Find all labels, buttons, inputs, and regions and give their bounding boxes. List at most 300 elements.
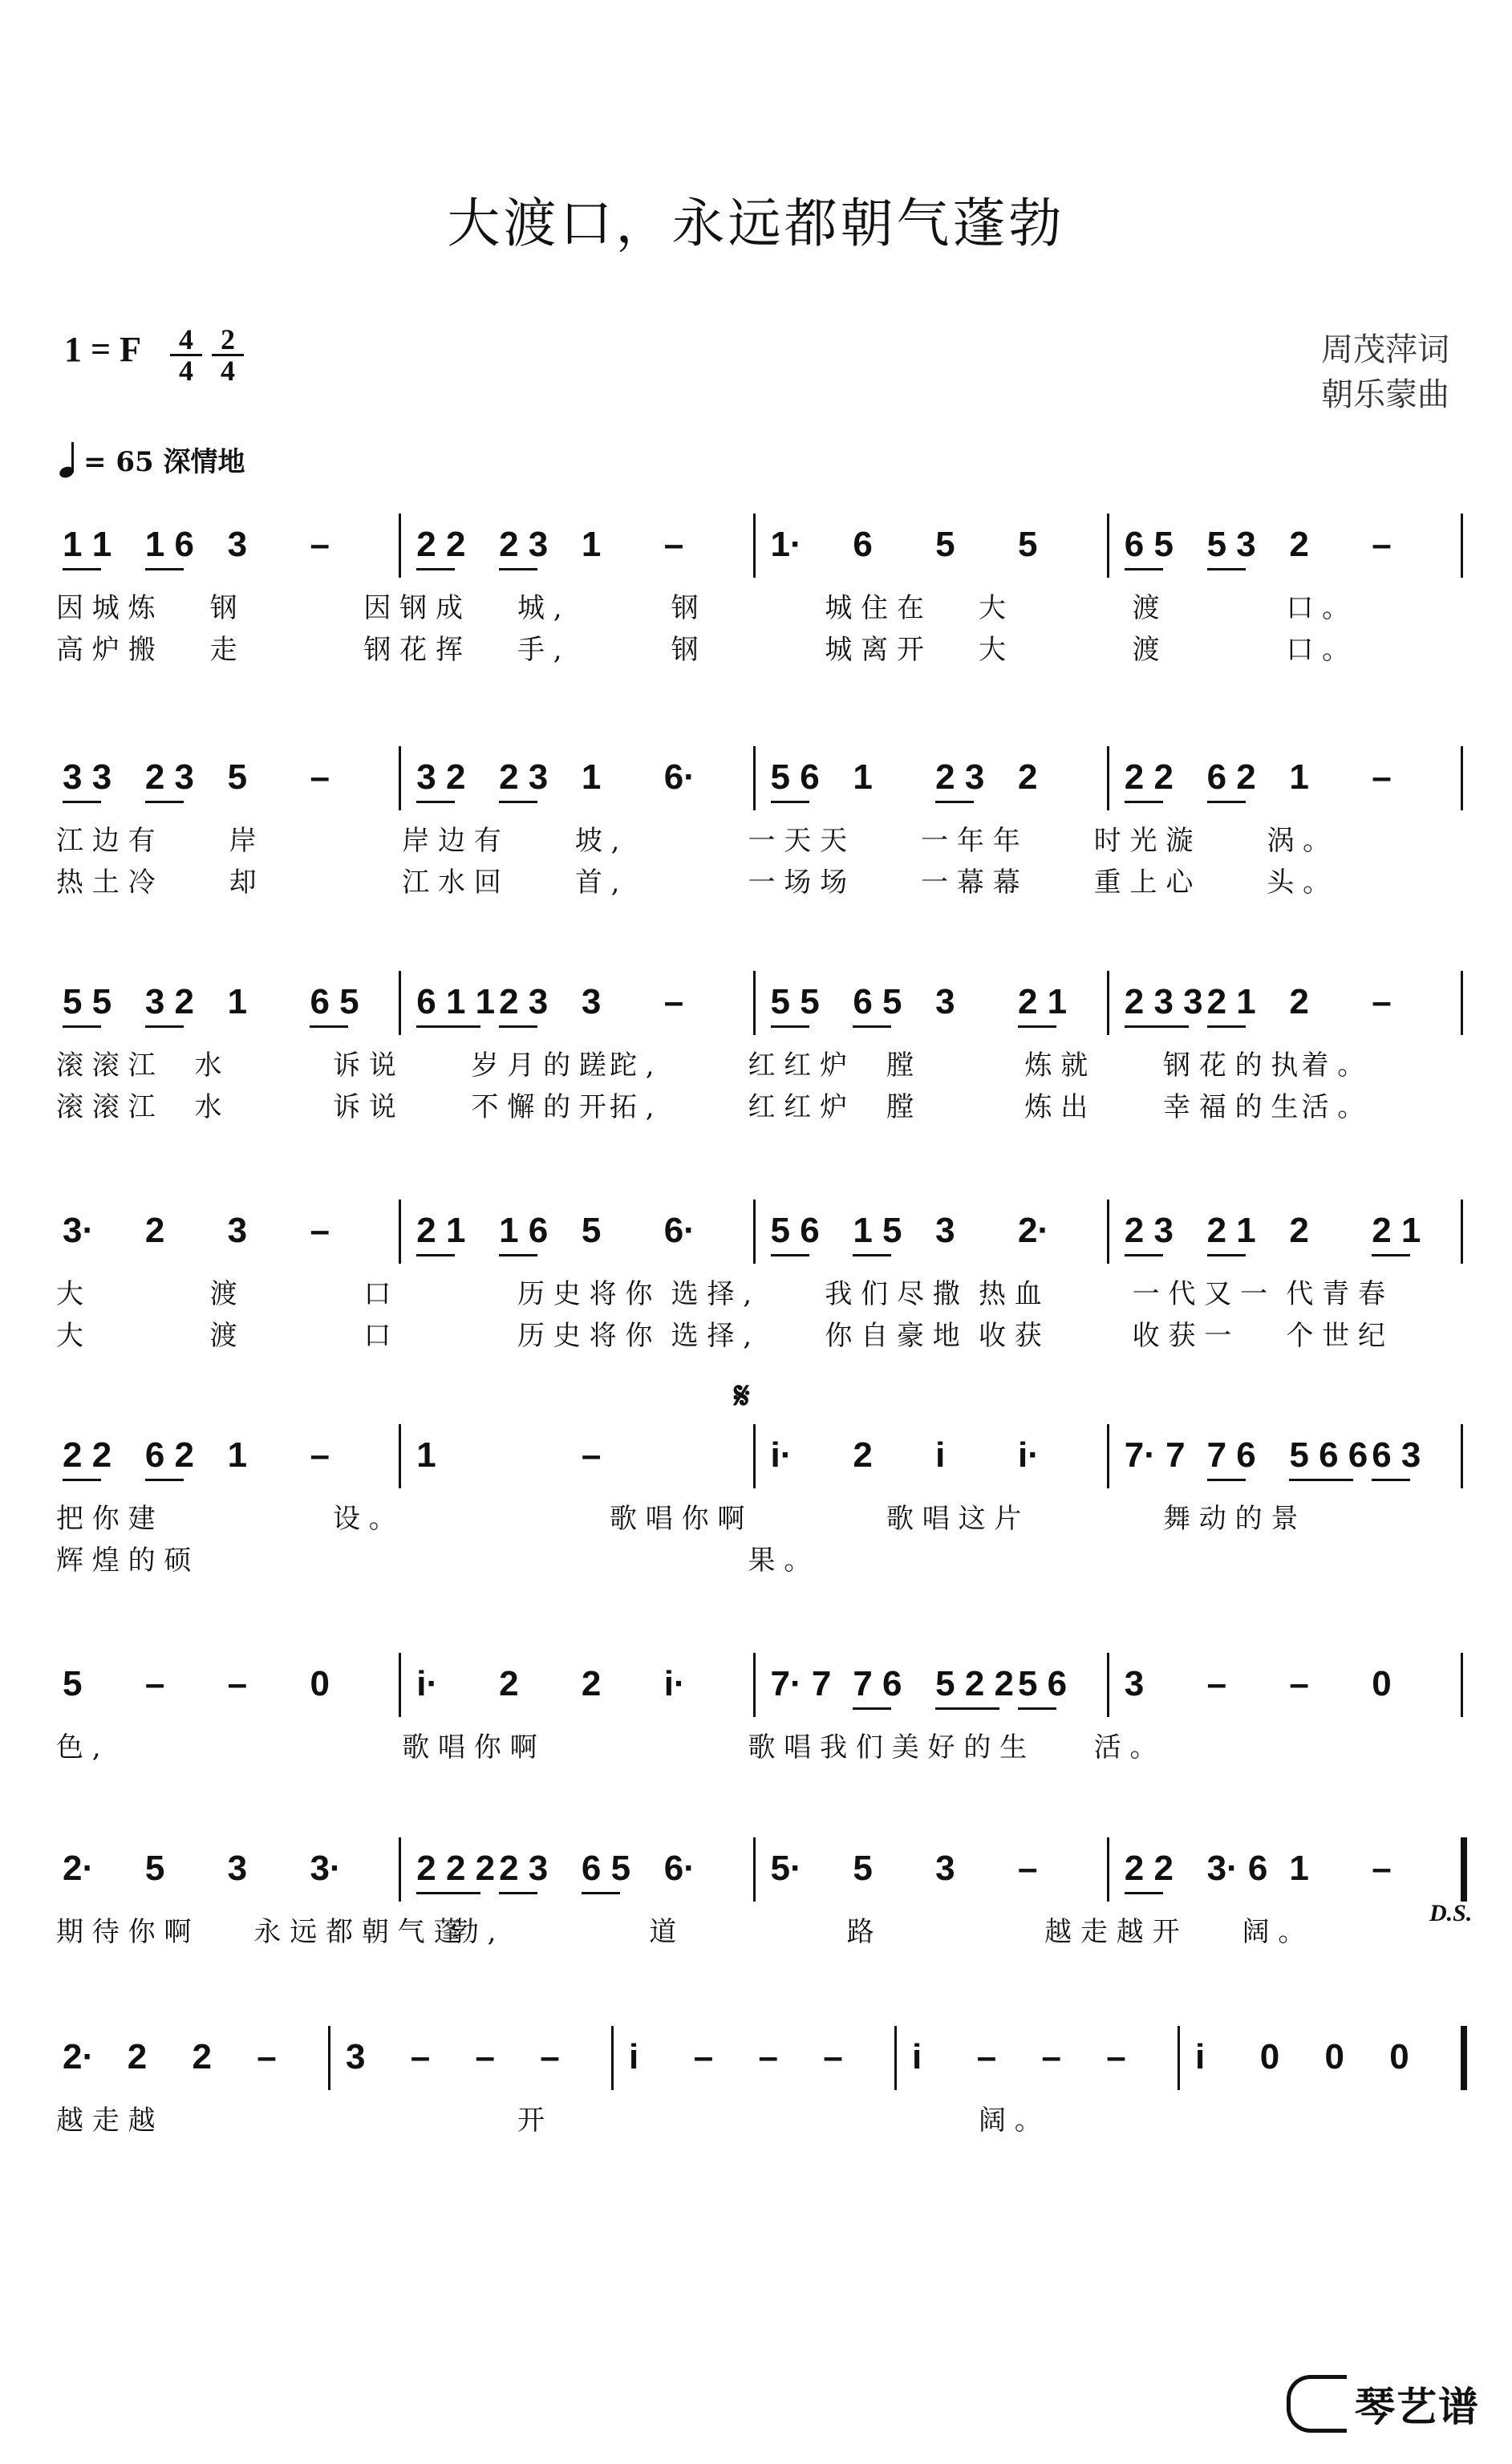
note: 2 <box>853 1435 873 1475</box>
beam-underline <box>63 1479 101 1481</box>
score-system <box>48 1200 1464 1355</box>
note: 1 1 <box>63 525 112 564</box>
logo-mark-icon <box>1287 2375 1347 2433</box>
beam-underline <box>499 1892 537 1894</box>
barline <box>753 514 756 578</box>
note: 2· <box>63 1849 95 1888</box>
site-logo <box>1287 2375 1480 2433</box>
lyric-word: 重 上 心 <box>1093 867 1194 899</box>
note: 2 2 <box>63 1435 112 1475</box>
barline <box>399 1837 401 1902</box>
lyric-word: 炼 就 <box>1024 1049 1088 1082</box>
lyric-word: 阔 。 <box>979 2105 1042 2137</box>
lyric-word: 岸 边 有 <box>402 825 501 857</box>
note: – <box>823 2037 843 2076</box>
note: 6 5 <box>853 982 902 1021</box>
note: 5· <box>770 1849 802 1888</box>
lyric-word: 我 们 尽 撒 <box>825 1278 960 1310</box>
note: 2 3 <box>1124 1211 1174 1250</box>
note: 0 <box>1259 2037 1280 2076</box>
note: 7 6 <box>1206 1435 1256 1475</box>
lyric-word: 活 。 <box>1093 1731 1157 1764</box>
beam-underline <box>853 1025 891 1028</box>
note: 3· <box>63 1211 95 1250</box>
lyric-word: 期 待 你 啊 <box>56 1916 192 1948</box>
lyric-word: 渡 <box>209 1320 237 1352</box>
note: 6 3 <box>1372 1435 1421 1475</box>
note: 1 <box>227 982 248 1021</box>
note: 1 <box>1289 757 1309 797</box>
note: 0 <box>1324 2037 1344 2076</box>
score-system <box>48 746 1464 902</box>
note: 2 1 <box>1206 1211 1256 1250</box>
lyric-word: 选 择 , <box>671 1278 752 1310</box>
lyric-word: 高 炉 搬 <box>56 634 156 666</box>
time-top: 2 <box>221 323 235 355</box>
lyric-word: 歌 唱 我 们 美 好 的 生 <box>748 1731 1028 1764</box>
lyric-word: 着 。 <box>1301 1049 1365 1082</box>
lyric-word: 历 史 将 你 <box>517 1278 653 1310</box>
beam-underline <box>1207 1025 1246 1028</box>
lyric-word: 路 <box>846 1916 874 1948</box>
beam-underline <box>1018 1707 1056 1710</box>
note: 2· <box>63 2037 95 2076</box>
lyric-word: 口 。 <box>1286 634 1350 666</box>
ds-marking: D.S. <box>1429 1900 1473 1926</box>
lyric-word: 把 你 建 <box>56 1503 156 1535</box>
barline <box>1107 1424 1109 1488</box>
lyric-word: 坡 , <box>574 825 620 857</box>
note: 3 3 <box>63 757 112 797</box>
note: 6· <box>663 1211 695 1250</box>
note: 3 <box>1124 1664 1145 1703</box>
barline <box>328 2026 330 2090</box>
lyric-word: 城 离 开 <box>825 634 924 666</box>
note: 5 6 <box>770 1211 820 1250</box>
note: – <box>1372 525 1392 564</box>
lyric-word: 水 <box>194 1091 222 1123</box>
tempo-text: = 65 深情地 <box>83 446 245 478</box>
score-system <box>48 1837 1464 1951</box>
note: i <box>912 2037 922 2076</box>
barline <box>1178 2026 1180 2090</box>
barline <box>399 1424 401 1488</box>
note: 7· 7 <box>1124 1435 1186 1475</box>
note: 5 6 6 <box>1289 1435 1368 1475</box>
note: 1 6 <box>499 1211 549 1250</box>
lyric-word: 滚 滚 江 <box>56 1049 156 1082</box>
lyric-word: 江 边 有 <box>56 825 156 857</box>
lyric-word: 口 。 <box>1286 592 1350 624</box>
barline <box>1461 2026 1467 2090</box>
lyric-word: 江 水 回 <box>402 867 501 899</box>
lyric-word: 滚 滚 江 <box>56 1091 156 1123</box>
lyric-word: 果 。 <box>748 1545 812 1577</box>
lyric-word: 幸 福 的 生 <box>1163 1091 1299 1123</box>
note: 3 <box>935 982 955 1021</box>
note: 1 5 <box>853 1211 902 1250</box>
score-system <box>48 971 1464 1126</box>
lyric-word: 时 光 漩 <box>1093 825 1194 857</box>
note: 6 5 <box>581 1849 631 1888</box>
note: 5 <box>935 525 955 564</box>
beam-underline <box>310 1025 348 1028</box>
lyric-word: 因 钢 成 <box>363 592 463 624</box>
note: 5 <box>853 1849 873 1888</box>
note: 3 <box>581 982 602 1021</box>
beam-underline <box>499 1254 537 1256</box>
lyric-line-1 <box>48 818 1464 860</box>
note: 2 3 <box>499 757 549 797</box>
composer: 朝乐蒙曲 <box>1321 376 1449 413</box>
lyric-word: 不 懈 的 开 <box>471 1091 606 1123</box>
note: – <box>1372 1849 1392 1888</box>
note: 1 <box>581 757 602 797</box>
barline <box>399 1200 401 1264</box>
note: 5 3 <box>1206 525 1256 564</box>
beam-underline <box>771 801 809 803</box>
barline <box>1461 1653 1463 1717</box>
beam-underline <box>771 1254 809 1256</box>
lyric-word: 红 红 炉 <box>748 1049 848 1082</box>
note: 1 <box>581 525 602 564</box>
note: 1 <box>416 1435 436 1475</box>
note: 3 <box>935 1211 955 1250</box>
note: 1 6 <box>144 525 194 564</box>
lyric-word: 热 土 冷 <box>56 867 156 899</box>
lyric-word: 开 <box>517 2105 545 2137</box>
note: – <box>310 1435 330 1475</box>
lyric-word: 拓 , <box>610 1091 655 1123</box>
page-title: 大渡口，永远都朝气蓬勃 <box>447 193 1065 254</box>
note: 2 <box>499 1664 519 1703</box>
barline <box>753 1837 756 1902</box>
score-system <box>48 514 1464 669</box>
lyric-word: 一 幕 幕 <box>921 867 1020 899</box>
lyric-line-1 <box>48 1043 1464 1085</box>
note: 3 2 <box>144 982 194 1021</box>
beam-underline <box>1207 1254 1246 1256</box>
note: – <box>310 525 330 564</box>
lyric-word: 诉 说 <box>333 1091 396 1123</box>
lyric-word: 个 世 纪 <box>1286 1320 1385 1352</box>
note: 5 2 2 <box>935 1664 1014 1703</box>
barline <box>1107 1653 1109 1717</box>
lyric-word: 城 , <box>517 592 562 624</box>
lyric-line-1 <box>48 1725 1464 1767</box>
note: – <box>1289 1664 1309 1703</box>
credits <box>1321 327 1449 417</box>
lyric-word: 渡 <box>1132 592 1160 624</box>
barline <box>1461 971 1463 1035</box>
lyric-line-1 <box>48 1272 1464 1313</box>
note: – <box>976 2037 997 2076</box>
note: 6 2 <box>144 1435 194 1475</box>
lyric-word: 阔 。 <box>1242 1916 1306 1948</box>
beam-underline <box>499 801 537 803</box>
note: 5 <box>581 1211 602 1250</box>
barline <box>753 971 756 1035</box>
beam-underline <box>1125 1254 1163 1256</box>
note: – <box>144 1664 165 1703</box>
note: 2 3 <box>144 757 194 797</box>
lyric-word: 钢 <box>209 592 237 624</box>
lyric-word: 大 <box>56 1278 83 1310</box>
note: 2 <box>581 1664 602 1703</box>
note: 6 1 1 <box>416 982 496 1021</box>
lyric-word: 手 , <box>517 634 562 666</box>
beam-underline <box>145 568 184 570</box>
note: 6· <box>663 757 695 797</box>
lyric-word: 涡 。 <box>1267 825 1331 857</box>
barline <box>1107 1200 1109 1264</box>
lyric-word: 活 。 <box>1301 1091 1365 1123</box>
note: – <box>1206 1664 1227 1703</box>
beam-underline <box>1125 801 1163 803</box>
time-bottom: 4 <box>170 354 202 385</box>
barline <box>399 746 401 810</box>
lyric-word: 跎 , <box>610 1049 655 1082</box>
barline <box>1461 514 1463 578</box>
lyric-word: 钢 花 挥 <box>363 634 463 666</box>
note: 5 6 <box>1017 1664 1068 1703</box>
lyric-word: 越 走 越 <box>56 2105 156 2137</box>
note: 5 5 <box>63 982 112 1021</box>
score-system <box>48 1424 1464 1580</box>
note: 2 1 <box>1372 1211 1421 1250</box>
note: – <box>1372 757 1392 797</box>
beam-underline <box>1207 1479 1246 1481</box>
note: 2 <box>1289 1211 1309 1250</box>
note: 3· 6 <box>1206 1849 1268 1888</box>
lyric-word: 热 血 <box>979 1278 1042 1310</box>
lyric-word: 歌 唱 你 啊 <box>402 1731 537 1764</box>
note: 6· <box>663 1849 695 1888</box>
lyric-word: 设 。 <box>333 1503 396 1535</box>
lyric-line-2 <box>48 627 1464 669</box>
lyric-word: 口 <box>363 1320 391 1352</box>
lyric-word: 钢 花 的 执 <box>1163 1049 1299 1082</box>
note: 0 <box>1389 2037 1409 2076</box>
note: 2 1 <box>1206 982 1256 1021</box>
lyric-word: 口 <box>363 1278 391 1310</box>
note: 1 <box>853 757 873 797</box>
note: i <box>629 2037 639 2076</box>
beam-underline <box>853 1254 891 1256</box>
note: i <box>935 1435 946 1475</box>
note: – <box>257 2037 277 2076</box>
note: 1 <box>1289 1849 1309 1888</box>
note: 2 <box>1289 525 1309 564</box>
lyric-word: 大 <box>979 592 1006 624</box>
note: 5 5 <box>770 982 820 1021</box>
note: 5 <box>144 1849 165 1888</box>
beam-underline <box>1207 801 1246 803</box>
notes-row <box>48 1424 1464 1496</box>
lyric-word: 一 年 年 <box>921 825 1020 857</box>
note: – <box>1106 2037 1126 2076</box>
beam-underline <box>416 801 455 803</box>
lyric-word: 收 获 一 <box>1132 1320 1232 1352</box>
beam-underline <box>935 1707 999 1710</box>
note: i· <box>416 1664 439 1703</box>
lyric-line-1 <box>48 2098 1464 2140</box>
beam-underline <box>416 1025 480 1028</box>
lyric-line-1 <box>48 1496 1464 1538</box>
note: 5 6 <box>770 757 820 797</box>
note: 2 <box>144 1211 165 1250</box>
lyric-word: 膛 <box>886 1091 914 1123</box>
lyric-word: 选 择 , <box>671 1320 752 1352</box>
beam-underline <box>1289 1479 1353 1481</box>
barline <box>1107 1837 1109 1902</box>
note: 6 5 <box>1124 525 1174 564</box>
note: 2 1 <box>416 1211 466 1250</box>
lyric-word: 歌 唱 你 啊 <box>610 1503 745 1535</box>
note: – <box>1041 2037 1061 2076</box>
lyric-line-2 <box>48 860 1464 902</box>
beam-underline <box>935 801 974 803</box>
note: 0 <box>310 1664 330 1703</box>
lyric-word: 永 远 都 朝 气 蓬 <box>253 1916 461 1948</box>
note: 2· <box>1017 1211 1050 1250</box>
note: – <box>227 1664 248 1703</box>
barline <box>1107 514 1109 578</box>
beam-underline <box>416 1892 480 1894</box>
notes-row <box>48 1653 1464 1725</box>
note: 3 <box>227 525 248 564</box>
time-signature-4-4 <box>170 325 202 385</box>
note: 2 3 3 <box>1124 982 1203 1021</box>
time-bottom: 4 <box>212 354 244 385</box>
note: 3 <box>935 1849 955 1888</box>
note: 2 <box>1289 982 1309 1021</box>
note: 3 <box>227 1211 248 1250</box>
note: – <box>1372 982 1392 1021</box>
note: 7· 7 <box>770 1664 832 1703</box>
note: 7 6 <box>853 1664 902 1703</box>
barline <box>1461 746 1463 810</box>
note: – <box>475 2037 495 2076</box>
note: 1· <box>770 525 802 564</box>
lyric-word: 代 青 春 <box>1286 1278 1385 1310</box>
beam-underline <box>1372 1254 1410 1256</box>
lyric-word: 渡 <box>1132 634 1160 666</box>
notes-row <box>48 1200 1464 1272</box>
lyric-word: 岁 月 的 蹉 <box>471 1049 606 1082</box>
notes-row <box>48 971 1464 1043</box>
note: – <box>410 2037 431 2076</box>
lyric-word: 一 天 天 <box>748 825 848 857</box>
beam-underline <box>416 568 455 570</box>
note: 2 2 <box>1124 1849 1174 1888</box>
beam-underline <box>1125 1892 1163 1894</box>
lyric-word: 钢 <box>671 592 699 624</box>
note: i· <box>1017 1435 1040 1475</box>
beam-underline <box>1207 568 1246 570</box>
time-signature-2-4 <box>212 325 244 385</box>
lyric-line-2 <box>48 1085 1464 1126</box>
lyric-word: 炼 出 <box>1024 1091 1088 1123</box>
barline <box>1461 1837 1467 1902</box>
lyric-word: 大 <box>979 634 1006 666</box>
tempo-marking <box>59 440 245 479</box>
beam-underline <box>63 801 101 803</box>
lyric-word: 诉 说 <box>333 1049 396 1082</box>
barline <box>399 1653 401 1717</box>
quarter-note-icon <box>59 442 77 477</box>
note: – <box>1017 1849 1038 1888</box>
lyric-word: 你 自 豪 地 <box>825 1320 960 1352</box>
note: – <box>310 757 330 797</box>
lyric-word: 城 住 在 <box>825 592 924 624</box>
lyric-word: 红 红 炉 <box>748 1091 848 1123</box>
lyric-line-2 <box>48 1538 1464 1580</box>
barline <box>1107 971 1109 1035</box>
lyric-word: 头 。 <box>1267 867 1331 899</box>
barline <box>1461 1424 1463 1488</box>
barline <box>399 514 401 578</box>
barline <box>753 746 756 810</box>
note: 3 <box>346 2037 366 2076</box>
lyric-word: 历 史 将 你 <box>517 1320 653 1352</box>
lyric-word: 越 走 越 开 <box>1044 1916 1180 1948</box>
barline <box>611 2026 614 2090</box>
beam-underline <box>63 1025 101 1028</box>
lyric-word: 走 <box>209 634 237 666</box>
beam-underline <box>1372 1479 1410 1481</box>
note: 2 1 <box>1017 982 1068 1021</box>
beam-underline <box>145 801 184 803</box>
lyric-word: 收 获 <box>979 1320 1042 1352</box>
notes-row <box>48 1837 1464 1910</box>
lyric-word: 岸 <box>229 825 257 857</box>
note: 2 3 <box>499 525 549 564</box>
note: – <box>310 1211 330 1250</box>
score-system <box>48 2026 1464 2140</box>
barline <box>753 1424 756 1488</box>
lyric-word: 道 <box>649 1916 677 1948</box>
beam-underline <box>1125 1025 1189 1028</box>
lyric-word: 水 <box>194 1049 222 1082</box>
note: 3· <box>310 1849 342 1888</box>
lyric-word: 却 <box>229 867 257 899</box>
note: – <box>693 2037 714 2076</box>
note: 0 <box>1372 1664 1392 1703</box>
note: – <box>663 982 684 1021</box>
segno-sign: 𝄋 <box>734 1374 750 1417</box>
lyric-word: 一 场 场 <box>748 867 848 899</box>
note: 3 <box>227 1849 248 1888</box>
notes-row <box>48 746 1464 818</box>
lyric-word: 渡 <box>209 1278 237 1310</box>
note: – <box>663 525 684 564</box>
note: 2 <box>1017 757 1038 797</box>
note: 6 5 <box>310 982 359 1021</box>
note: – <box>540 2037 560 2076</box>
note: 6 2 <box>1206 757 1256 797</box>
key-signature: 1 = F <box>64 330 141 369</box>
note: 5 <box>63 1664 83 1703</box>
barline <box>753 1653 756 1717</box>
beam-underline <box>582 1892 620 1894</box>
note: 6 <box>853 525 873 564</box>
note: 2 2 2 <box>416 1849 496 1888</box>
barline <box>1461 1200 1463 1264</box>
lyric-line-2 <box>48 1313 1464 1355</box>
beam-underline <box>853 1707 891 1710</box>
barline <box>753 1200 756 1264</box>
